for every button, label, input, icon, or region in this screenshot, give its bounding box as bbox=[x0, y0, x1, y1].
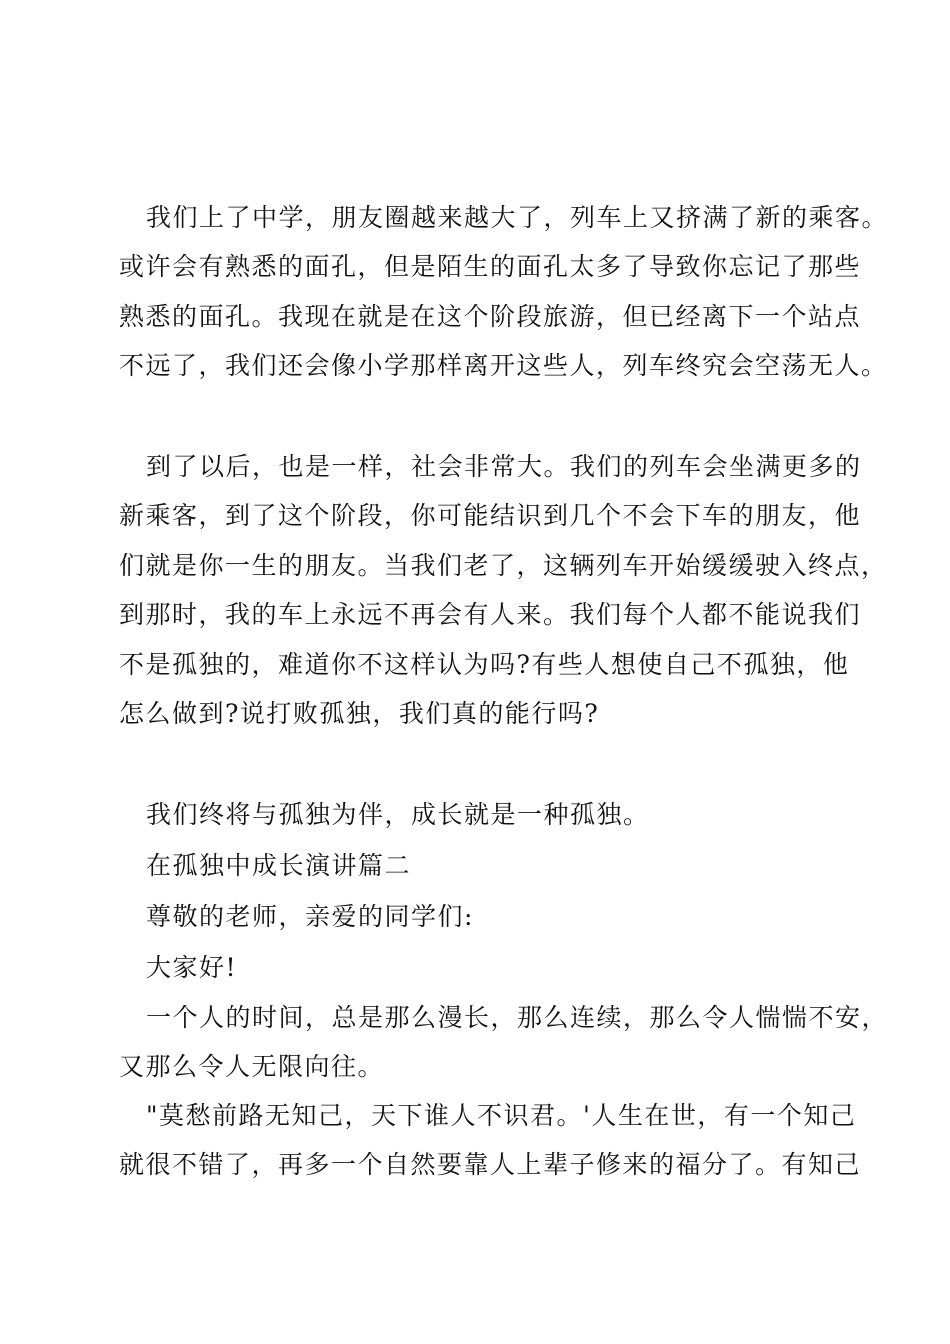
paragraph-1-line-2: 或许会有熟悉的面孔，但是陌生的面孔太多了导致你忘记了那些 bbox=[119, 252, 862, 281]
paragraph-2-line-3: 们就是你一生的朋友。当我们老了，这辆列车开始缓缓驶入终点， bbox=[119, 551, 888, 580]
paragraph-1-line-1: 我们上了中学，朋友圈越来越大了，列车上又挤满了新的乘客。 bbox=[146, 203, 889, 232]
salutation: 尊敬的老师，亲爱的同学们: bbox=[146, 902, 474, 931]
paragraph-7-line-2: 又那么令人无限向往。 bbox=[119, 1052, 385, 1081]
greeting: 大家好! bbox=[146, 953, 238, 982]
paragraph-2-line-5: 不是孤独的，难道你不这样认为吗?有些人想使自己不孤独，他 bbox=[119, 650, 850, 679]
paragraph-2-line-1: 到了以后，也是一样，社会非常大。我们的列车会坐满更多的 bbox=[146, 452, 862, 481]
section-heading: 在孤独中成长演讲篇二 bbox=[146, 851, 412, 880]
paragraph-8-line-2: 就很不错了，再多一个自然要靠人上辈子修来的福分了。有知己 bbox=[119, 1150, 862, 1179]
paragraph-2-line-2: 新乘客，到了这个阶段，你可能结识到几个不会下车的朋友，他 bbox=[119, 501, 862, 530]
paragraph-2-line-4: 到那时，我的车上永远不再会有人来。我们每个人都不能说我们 bbox=[119, 600, 862, 629]
paragraph-2-line-6: 怎么做到?说打败孤独，我们真的能行吗? bbox=[119, 699, 600, 728]
paragraph-8-line-1: "莫愁前路无知己，天下谁人不识君。'人生在世，有一个知己 bbox=[146, 1101, 857, 1130]
paragraph-7-line-1: 一个人的时间，总是那么漫长，那么连续，那么令人惴惴不安， bbox=[146, 1003, 889, 1032]
paragraph-1-line-4: 不远了，我们还会像小学那样离开这些人，列车终究会空荡无人。 bbox=[119, 351, 888, 380]
paragraph-3-line-1: 我们终将与孤独为伴，成长就是一种孤独。 bbox=[146, 800, 650, 829]
paragraph-1-line-3: 熟悉的面孔。我现在就是在这个阶段旅游，但已经离下一个站点 bbox=[119, 302, 862, 331]
